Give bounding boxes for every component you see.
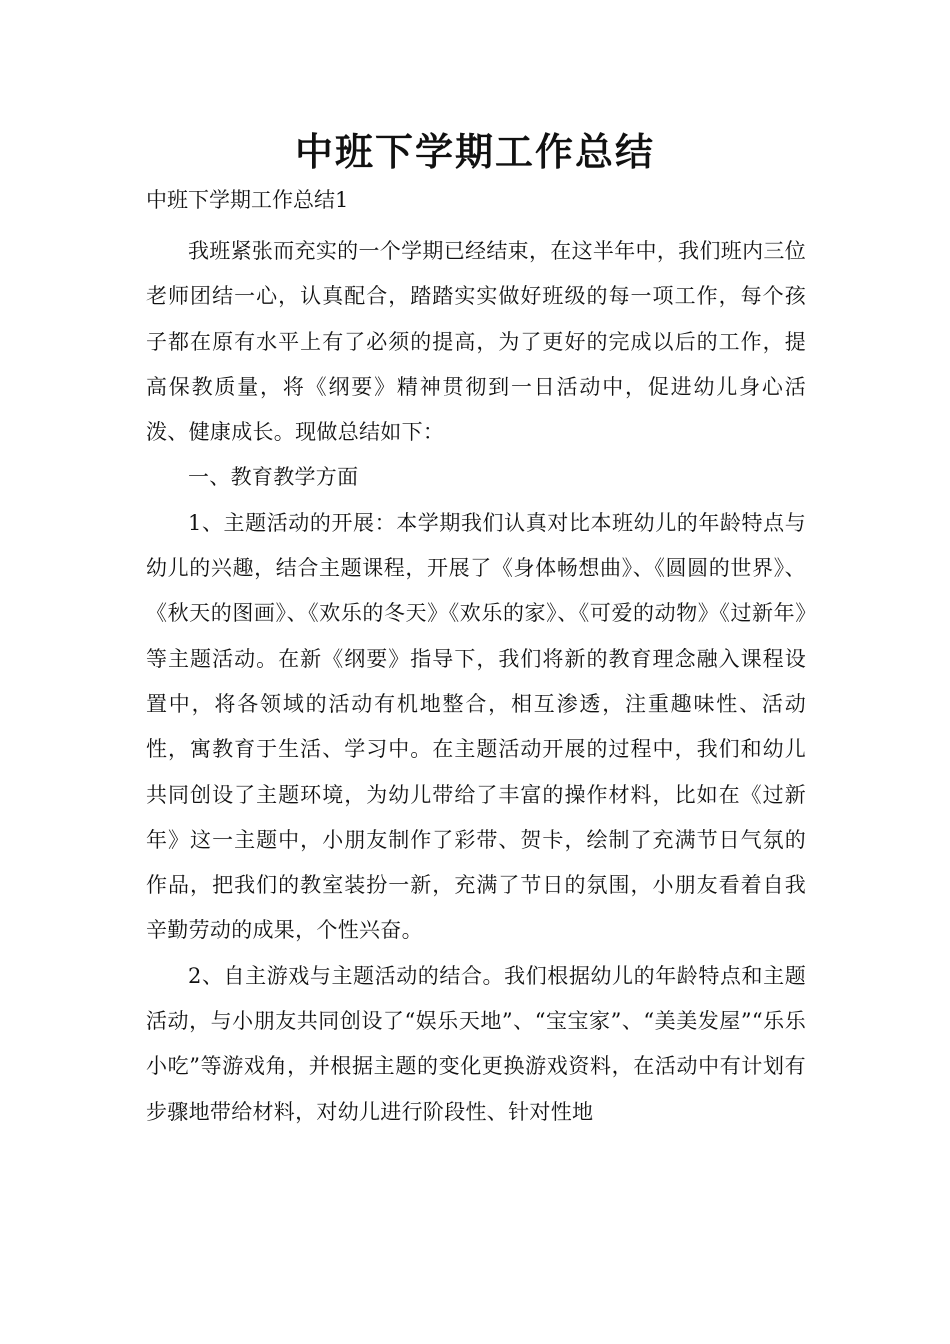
paragraph-intro: 我班紧张而充实的一个学期已经结束，在这半年中，我们班内三位老师团结一心，认真配合，踏踏实实做好班级的每一项工作，每个孩子都在原有水平上有了必须的提高，为了更好的完成以后的工作，提高保教质量，将《纲要》精神贯彻到一日活动中，促进幼儿身心活泼、健康成长。现做总结如下： [146, 239, 806, 445]
section-heading-education: 一、教育教学方面 [188, 465, 359, 490]
document-subtitle: 中班下学期工作总结1 [146, 188, 349, 212]
document-title: 中班下学期工作总结 [294, 130, 655, 174]
paragraph-theme-activities: 1、主题活动的开展：本学期我们认真对比本班幼儿的年龄特点与幼儿的兴趣，结合主题课程，开展了《身体畅想曲》、《圆圆的世界》、《秋天的图画》、《欢乐的冬天》《欢乐的家》、《可爱的动物》《过新年》等主题活动。在新《纲要》指导下，我们将新的教育理念融入课程设置中，将各领域的活动有机地整合，相互渗透，注重趣味性、活动性，寓教育于生活、学习中。在主题活动开展的过程中，我们和幼儿共同创设了主题环境，为幼儿带给了丰富的操作材料，比如在《过新年》这一主题中，小朋友制作了彩带、贺卡，绘制了充满节日气氛的作品，把我们的教室装扮一新，充满了节日的氛围，小朋友看着自我辛勤劳动的成果，个性兴奋。 [146, 510, 806, 943]
paragraph-free-play: 2、自主游戏与主题活动的结合。我们根据幼儿的年龄特点和主题活动，与小朋友共同创设了“娱乐天地”、“宝宝家”、“美美发屋”“乐乐小吃”等游戏角，并根据主题的变化更换游戏资料，在活动中有计划有步骤地带给材料，对幼儿进行阶段性、针对性地 [146, 963, 806, 1124]
document-body [146, 229, 806, 1135]
